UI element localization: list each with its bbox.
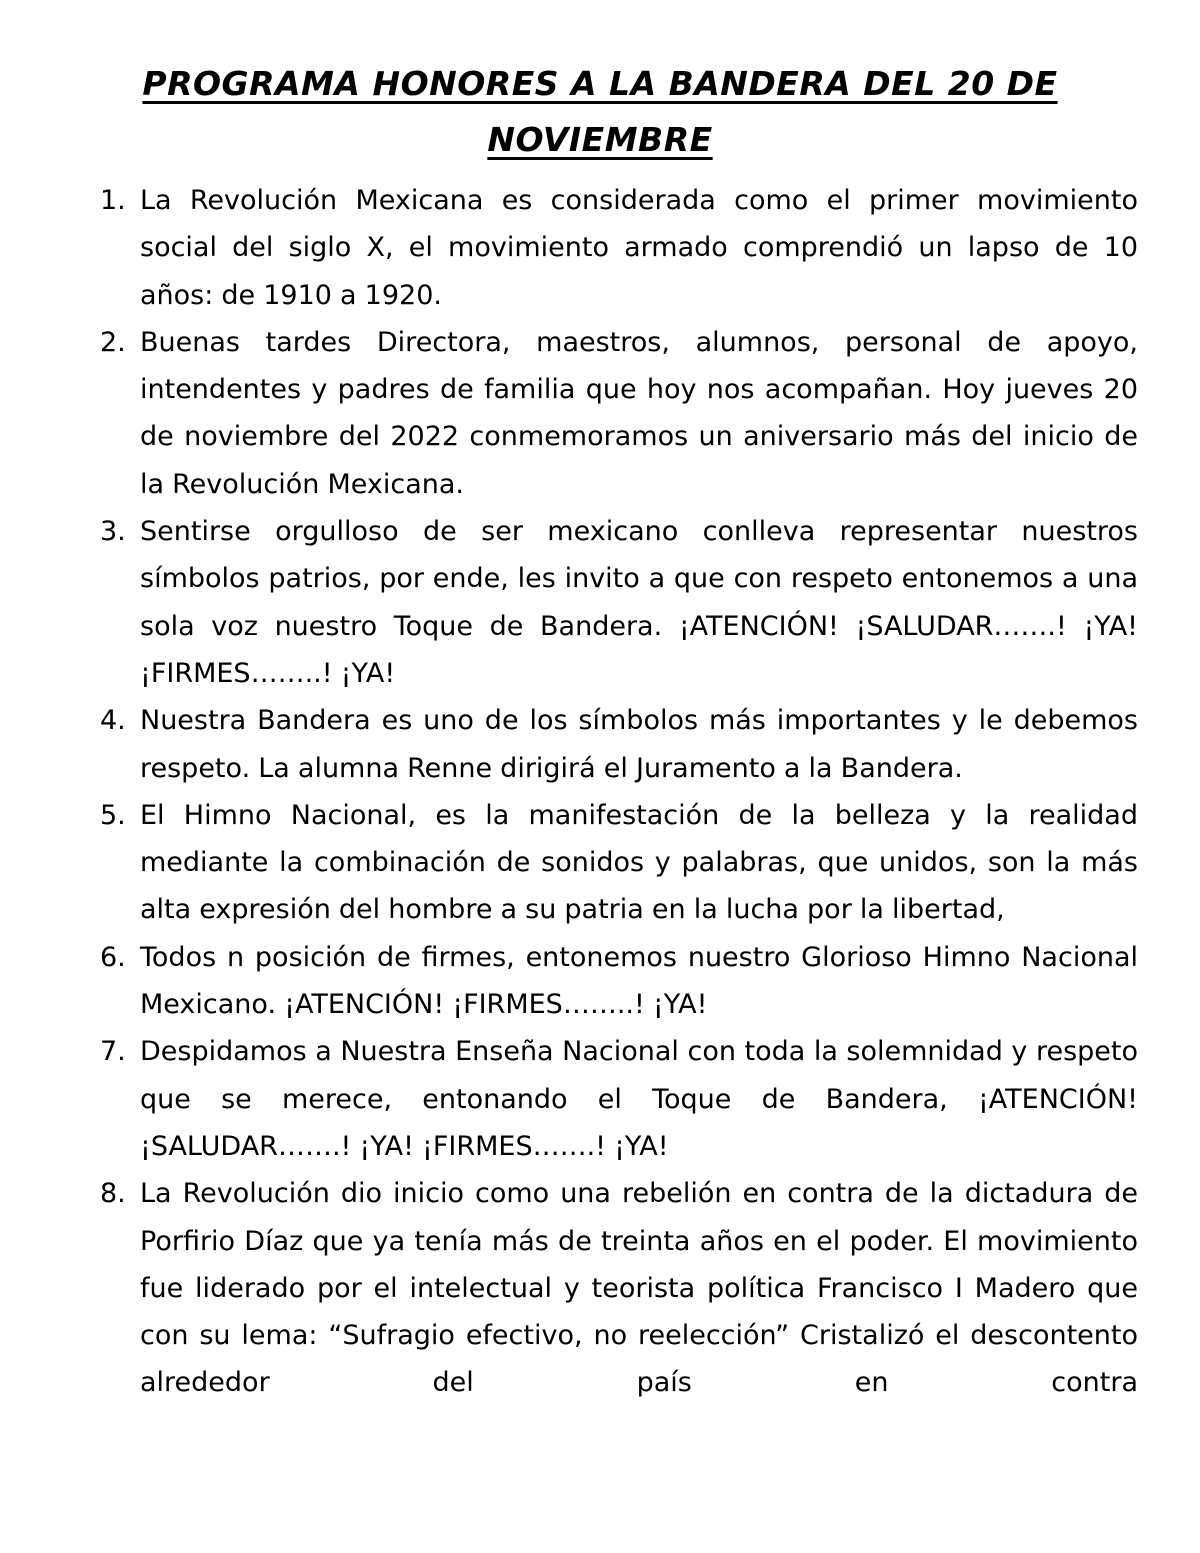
program-list: [0, 177, 1200, 1407]
item-text: La Revolución dio inicio como una rebelión en contra de la dictadura de Porfirio Díaz que ya tenía más de treinta años en el poder. El movimiento fue liderado por el intelectual y teorista política Francisco I Madero que con su lema: “Sufragio efectivo, no reelección” Cristalizó el descontento alrededor del país en contra: [140, 1178, 1138, 1399]
document-title-line-2: NOVIEMBRE: [487, 120, 713, 159]
item-number: 7.: [100, 1036, 126, 1068]
program-item-4: [0, 697, 1200, 792]
item-text: Despidamos a Nuestra Enseña Nacional con toda la solemnidad y respeto que se merece, entonando el Toque de Bandera, ¡ATENCIÓN! ¡SALUDAR…….! ¡YA! ¡FIRMES…….! ¡YA!: [140, 1036, 1138, 1162]
program-item-6: [0, 934, 1200, 1029]
item-text: Nuestra Bandera es uno de los símbolos más importantes y le debemos respeto. La alumna Renne dirigirá el Juramento a la Bandera.: [140, 705, 1138, 784]
document-title-line-1: PROGRAMA HONORES A LA BANDERA DEL 20 DE: [142, 64, 1058, 103]
program-item-3: [0, 508, 1200, 697]
program-item-1: [0, 177, 1200, 319]
item-number: 2.: [100, 326, 126, 358]
item-text: Todos n posición de firmes, entonemos nuestro Glorioso Himno Nacional Mexicano. ¡ATENCIÓN! ¡FIRMES……..! ¡YA!: [140, 941, 1138, 1021]
item-text: Buenas tardes Directora, maestros, alumnos, personal de apoyo, intendentes y padres de familia que hoy nos acompañan. Hoy jueves 20 de noviembre del 2022 conmemoramos un aniversario más del inicio de la Revolución Mexicana.: [140, 326, 1138, 500]
program-item-7: [0, 1028, 1200, 1170]
program-item-2: [0, 319, 1200, 508]
item-number: 6.: [100, 941, 126, 973]
item-number: 5.: [100, 799, 126, 831]
item-number: 1.: [100, 185, 126, 216]
item-text: La Revolución Mexicana es considerada como el primer movimiento social del siglo X, el movimiento armado comprendió un lapso de 10 años: de 1910 a 1920.: [140, 185, 1138, 311]
item-number: 8.: [100, 1178, 126, 1210]
program-item-5: [0, 792, 1200, 934]
item-number: 3.: [100, 516, 126, 548]
item-number: 4.: [100, 705, 126, 737]
item-text: El Himno Nacional, es la manifestación de la belleza y la realidad mediante la combinación de sonidos y palabras, que unidos, son la más alta expresión del hombre a su patria en la lucha por la libertad,: [140, 799, 1138, 926]
program-item-8: [0, 1170, 1200, 1406]
item-text: Sentirse orgulloso de ser mexicano conlleva representar nuestros símbolos patrios, por ende, les invito a que con respeto entonemos a una sola voz nuestro Toque de Bandera. ¡ATENCIÓN! ¡SALUDAR…….! ¡YA! ¡FIRMES……..! ¡YA!: [140, 516, 1138, 689]
